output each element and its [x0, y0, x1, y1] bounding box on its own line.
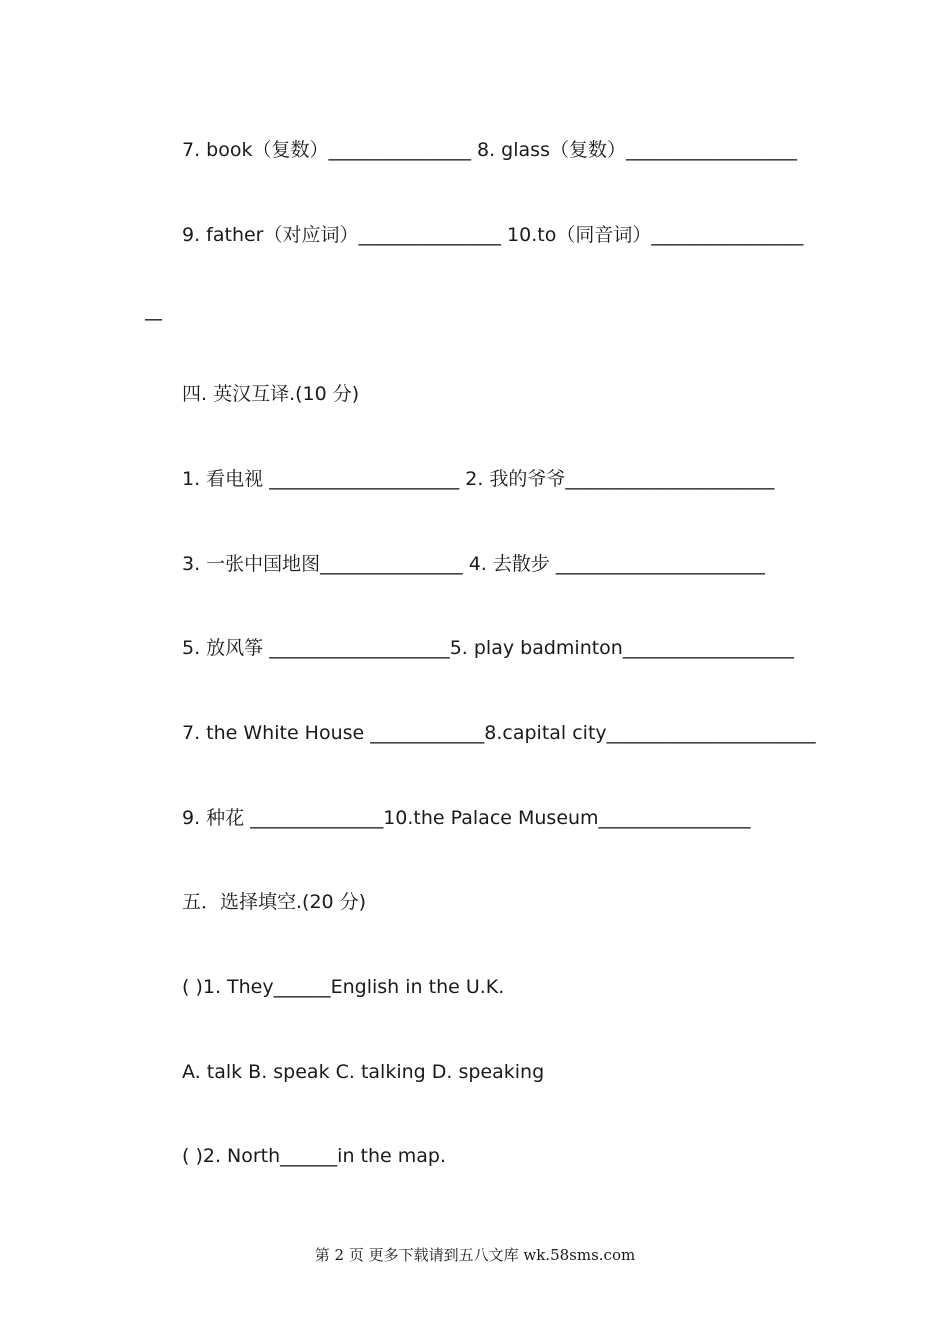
choice-options-1: A. talk B. speak C. talking D. speaking	[182, 1061, 545, 1083]
question-line-book-glass: 7. book（复数）_______________ 8. glass（复数）__________________	[182, 139, 797, 161]
section-five-heading: 五．选择填空.(20 分)	[182, 891, 367, 913]
choice-question-2: ( )2. North______in the map.	[182, 1145, 447, 1167]
choice-question-1: ( )1. They______English in the U.K.	[182, 976, 505, 998]
translation-line-3-4: 3. 一张中国地图_______________ 4. 去散步 ______________________	[182, 553, 765, 575]
translation-line-7-8: 7. the White House ____________8.capital city______________________	[182, 722, 816, 744]
question-line-father-to: 9. father（对应词）_______________ 10.to（同音词）________________	[182, 224, 804, 246]
translation-line-1-2: 1. 看电视 ____________________ 2. 我的爷爷______________________	[182, 468, 775, 490]
page-footer: 第 2 页 更多下载请到五八文库 wk.58sms.com	[314, 1246, 636, 1264]
section-four-heading: 四. 英汉互译.(10 分)	[182, 383, 360, 405]
translation-line-5-6: 5. 放风筝 ___________________5. play badminton__________________	[182, 637, 794, 659]
translation-line-9-10: 9. 种花 ______________10.the Palace Museum________________	[182, 807, 751, 829]
stray-dash: —	[144, 308, 163, 330]
